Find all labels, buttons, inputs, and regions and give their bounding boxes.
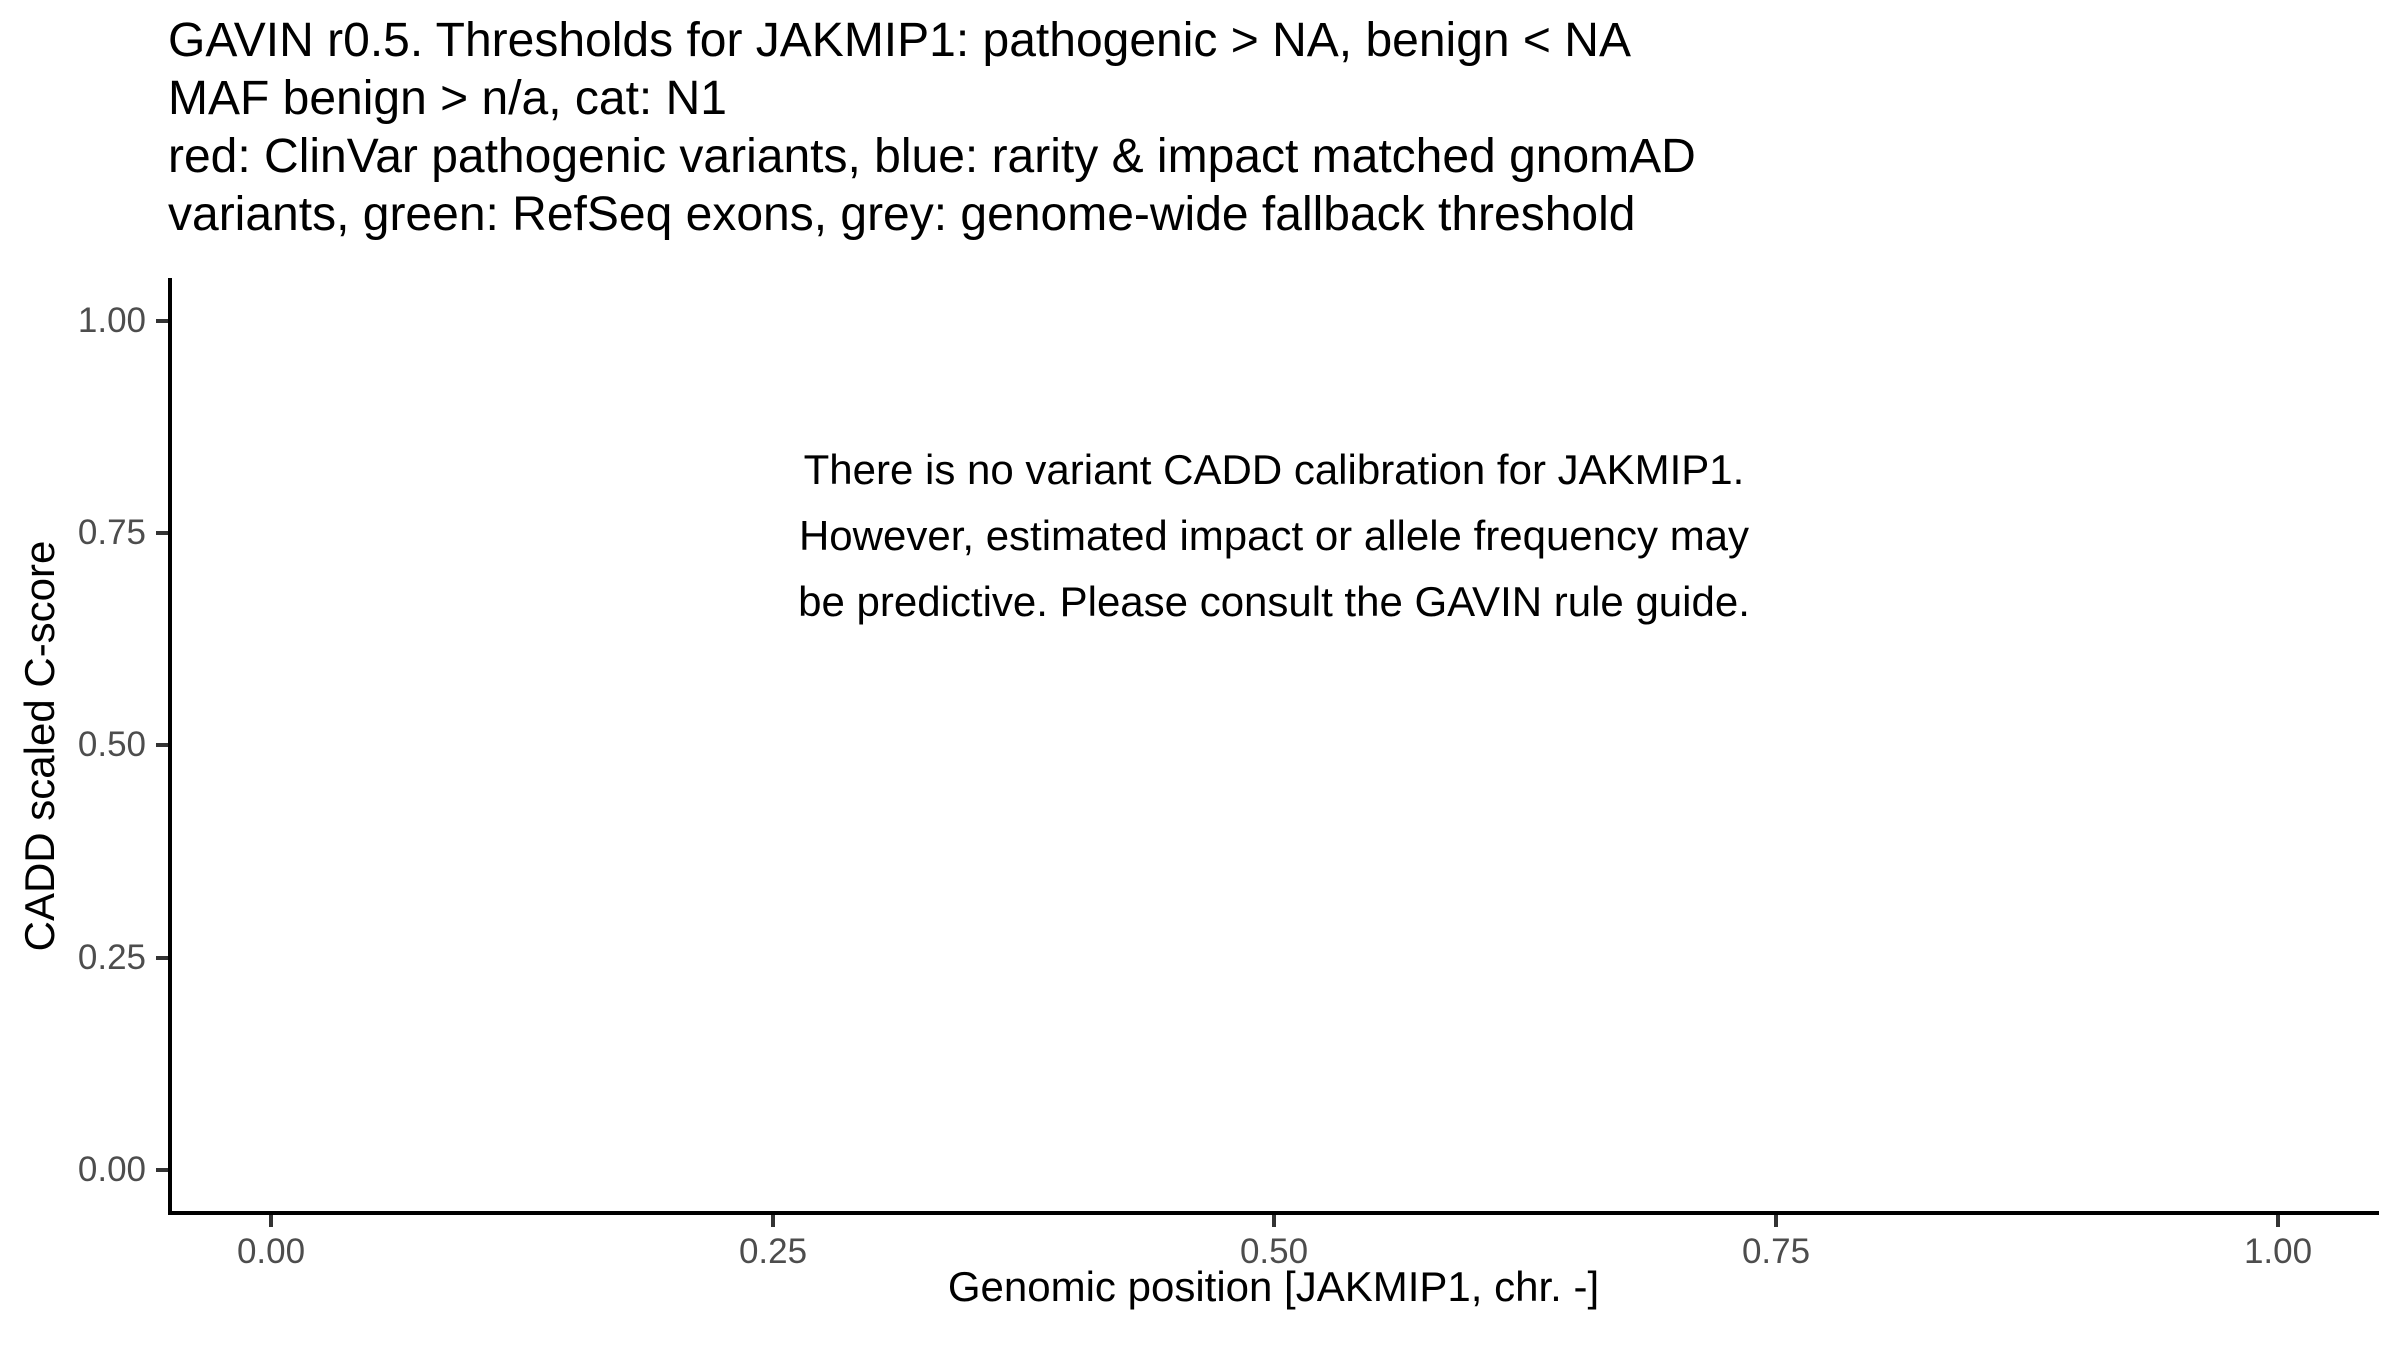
y-tick-label-0.75: 0.75 xyxy=(77,513,146,552)
x-tick-mark-1.00 xyxy=(2276,1215,2280,1227)
x-tick-mark-0.00 xyxy=(269,1215,273,1227)
plot-title-line-3: red: ClinVar pathogenic variants, blue: rarity & impact matched gnomAD xyxy=(168,130,1696,183)
annotation-line-3: be predictive. Please consult the GAVIN rule guide. xyxy=(798,578,1750,625)
y-tick-mark-1.00 xyxy=(156,319,168,323)
x-tick-mark-0.75 xyxy=(1774,1215,1778,1227)
x-tick-label-1.00: 1.00 xyxy=(2243,1232,2313,1271)
y-tick-label-0.00: 0.00 xyxy=(77,1150,146,1189)
x-tick-label-0.75: 0.75 xyxy=(1741,1232,1811,1271)
x-tick-mark-0.50 xyxy=(1272,1215,1276,1227)
x-tick-mark-0.25 xyxy=(771,1215,775,1227)
y-axis-title: CADD scaled C-score xyxy=(16,540,63,952)
plot-title-line-4: variants, green: RefSeq exons, grey: genome-wide fallback threshold xyxy=(168,188,1636,241)
y-tick-mark-0.25 xyxy=(156,956,168,960)
x-tick-label-0.00: 0.00 xyxy=(236,1232,306,1271)
annotation-line-2: However, estimated impact or allele frequency may xyxy=(798,512,1750,559)
x-tick-label-0.25: 0.25 xyxy=(738,1232,808,1271)
y-tick-label-0.50: 0.50 xyxy=(77,725,146,764)
plot-title xyxy=(168,12,1696,244)
annotation-message xyxy=(474,437,2074,635)
y-tick-label-0.25: 0.25 xyxy=(77,938,146,977)
plot-title-line-2: MAF benign > n/a, cat: N1 xyxy=(168,72,727,125)
plot-title-line-1: GAVIN r0.5. Thresholds for JAKMIP1: pathogenic > NA, benign < NA xyxy=(168,14,1631,67)
y-tick-label-1.00: 1.00 xyxy=(77,301,146,340)
annotation-line-1: There is no variant CADD calibration for JAKMIP1. xyxy=(803,446,1745,493)
y-tick-mark-0.50 xyxy=(156,743,168,747)
x-axis-title: Genomic position [JAKMIP1, chr. -] xyxy=(947,1263,1600,1310)
plot-panel xyxy=(168,278,2379,1215)
y-tick-mark-0.00 xyxy=(156,1168,168,1172)
y-tick-mark-0.75 xyxy=(156,531,168,535)
x-tick-label-0.50: 0.50 xyxy=(1239,1232,1309,1271)
